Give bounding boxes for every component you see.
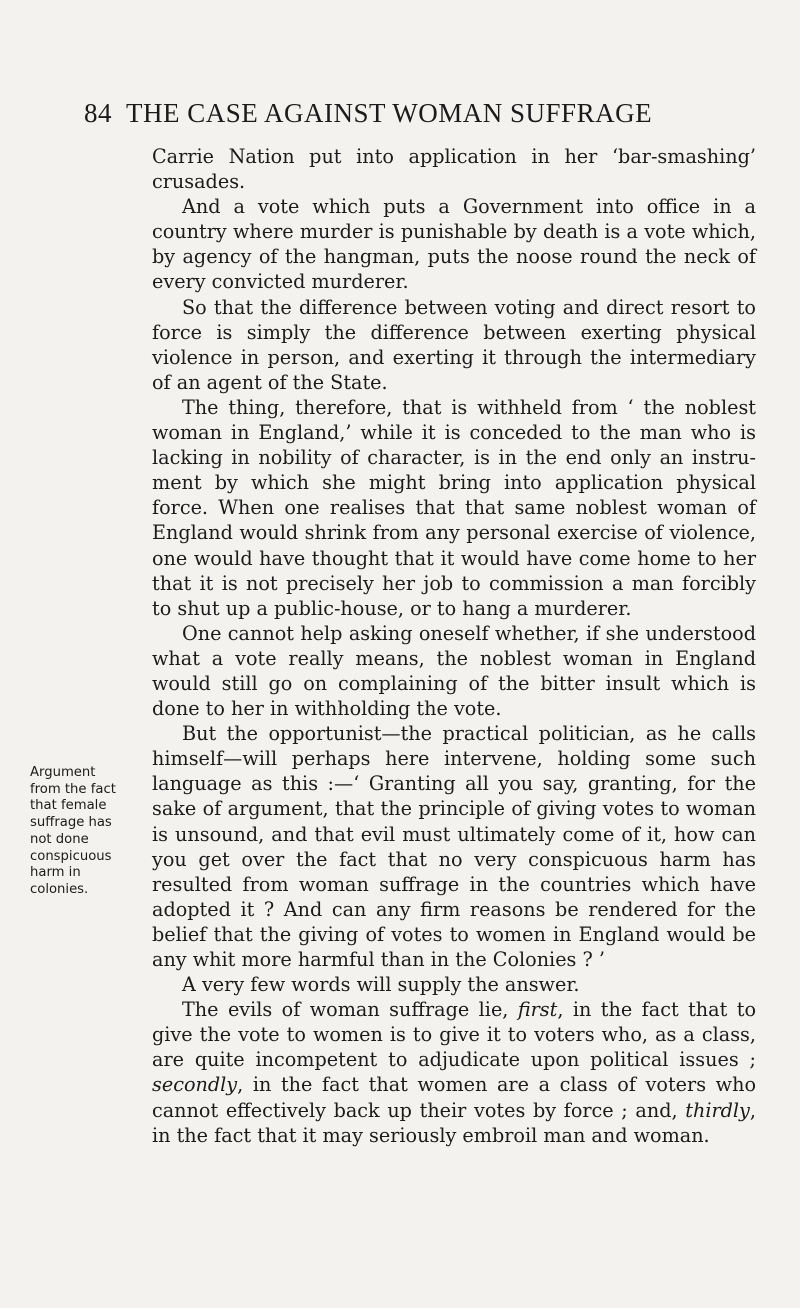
paragraph-5: One cannot help asking oneself whether, if she understood what a vote really means, the noblest woman in England would still go on complaining of the bitter insult which is done to her in withholding the vote.	[152, 621, 756, 721]
paragraph-8-part-a: The evils of woman suffrage lie,	[182, 998, 518, 1022]
emphasis-thirdly: thirdly	[685, 1098, 750, 1122]
margin-note: Argument from the fact that female suffrage has not done conspicuous harm in colonies.	[30, 765, 116, 897]
emphasis-secondly: secondly	[152, 1073, 238, 1097]
paragraph-3: So that the difference between voting and direct resort to force is simply the difference between exerting physical violence in person, and exerting it through the intermediary of an agent of the State.	[152, 295, 756, 394]
paragraph-8-part-b: , in the fact that to give the vote to women is to give it to voters who, as a class, are quite incompetent to adjudicate upon political issues ;	[152, 998, 756, 1072]
paragraph-6: But the opportunist—the practical politician, as he calls himself—will perhaps here intervene, holding some such language as this :—‘ Granting all you say, granting, for the sake of argument, that the principle of giving votes to woman is unsound, and that evil must ultimately come of it, how can you get over the fact that no very conspicuous harm has resulted from woman suffrage in the countries which have adopted it ? And can any firm reasons be rendered for the belief that the giving of votes to women in England would be any whit more harmful than in the Colonies ? ’	[152, 722, 756, 971]
paragraph-7: A very few words will supply the answer.	[182, 973, 580, 997]
paragraph-8-part-d: , in the fact that it may seriously embroil man and woman.	[152, 1098, 756, 1147]
paragraph-8-part-c: , in the fact that women are a class of voters who cannot effectively back up their votes by force ; and,	[152, 1073, 756, 1122]
running-head	[84, 98, 754, 129]
running-title: THE CASE AGAINST WOMAN SUFFRAGE	[126, 98, 653, 128]
paragraph-8	[152, 997, 756, 1148]
page-number: 84	[84, 98, 112, 128]
paragraph-2: And a vote which puts a Government into office in a country where murder is punishable by death is a vote which, by agency of the hangman, puts the noose round the neck of every convicted murderer.	[152, 195, 756, 294]
body-text	[152, 144, 756, 1148]
emphasis-first: first	[517, 998, 558, 1022]
paragraph-4: The thing, therefore, that is withheld from ‘ the noblest woman in England,’ while it is conceded to the man who is lacking in nobility of character, is in the end only an instrument by which she might bring into application physical force. When one realises that that same noblest woman of England would shrink from any personal exercise of violence, one would have thought that it would have come home to her that it is not precisely her job to commission a man forcibly to shut up a public-house, or to hang a murderer.	[152, 395, 756, 620]
paragraph-1: Carrie Nation put into application in her ‘bar-smashing’ crusades.	[152, 145, 756, 194]
